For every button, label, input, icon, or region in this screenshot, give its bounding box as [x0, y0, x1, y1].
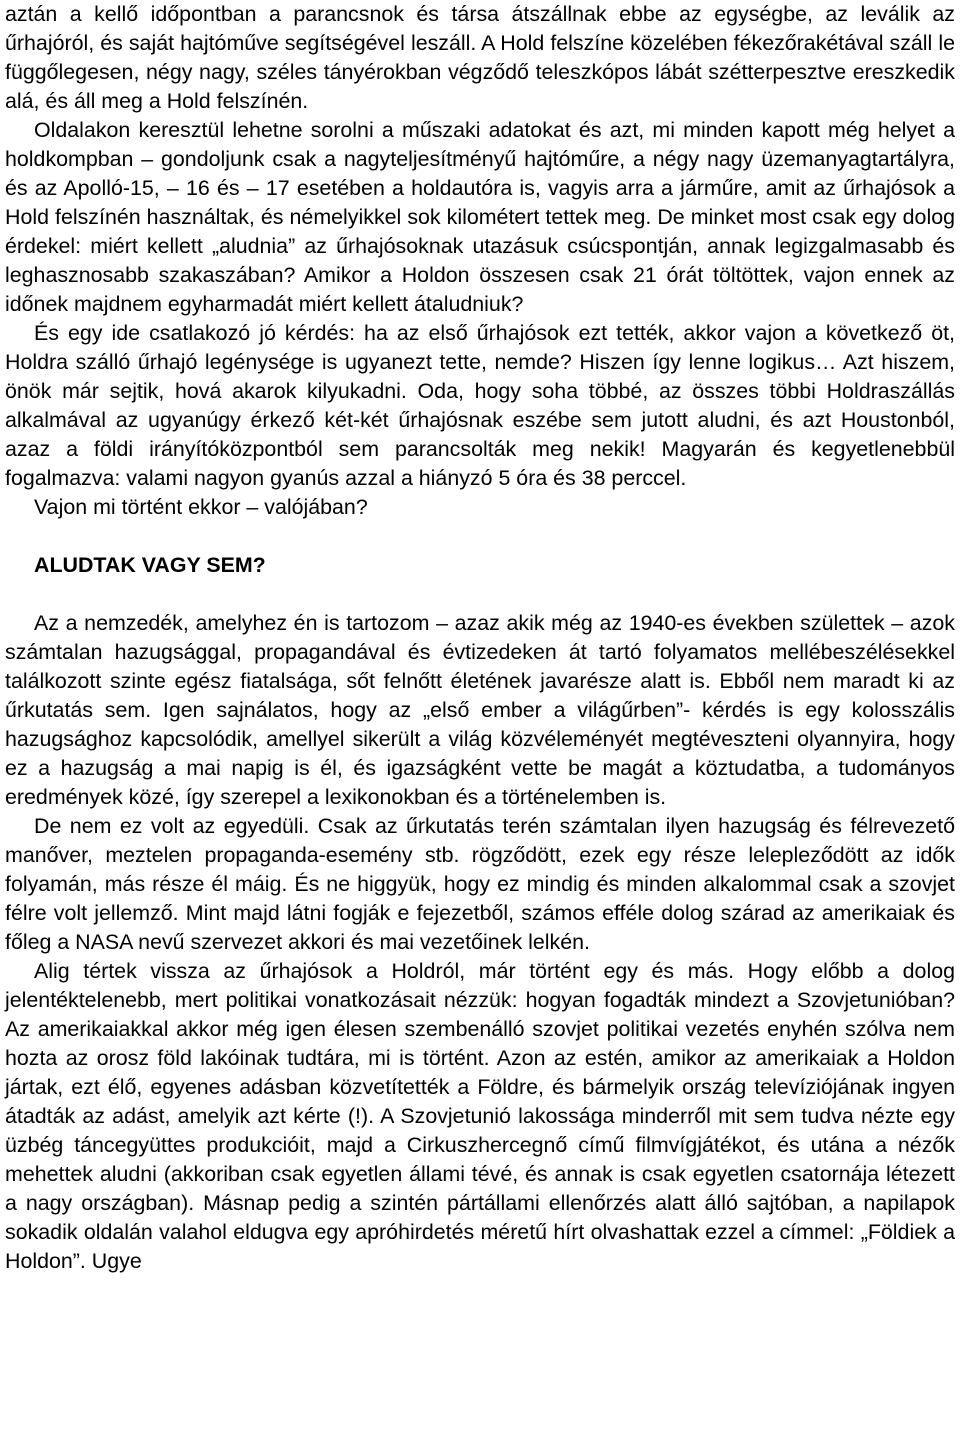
document-page	[5, 0, 955, 1276]
paragraph-not-the-only-one: De nem ez volt az egyedüli. Csak az űrkutatás terén számtalan ilyen hazugság és félrevezető manőver, meztelen propaganda-esemény stb. rögződött, ezek egy része lelepleződött az idők folyamán, más része él máig. És ne higgyük, hogy ez mindig és minden alkalommal csak a szovjet félre volt jellemző. Mint majd látni fogják e fejezetből, számos efféle dolog szárad az amerikaiak és főleg a NASA nevű szervezet akkori és mai vezetőinek lelkén.	[5, 814, 955, 954]
paragraph-generation-lies: Az a nemzedék, amelyhez én is tartozom – azaz akik még az 1940-es években születtek – azok számtalan hazugsággal, propagandával és évtizedeken át tartó folyamatos mellébeszélésekkel találkozott szinte egész fiatalsága, sőt felnőtt életének javarésze alatt is. Ebből nem maradt ki az űrkutatás sem. Igen sajnálatos, hogy az „első ember a világűrben”- kérdés is egy kolosszális hazugsághoz kapcsolódik, amellyel sikerült a világ közvéleményét megtéveszteni olyannyira, hogy ez a hazugság a mai napig is él, és igazságként vette be magát a köztudatba, a tudományos eredmények közé, így szerepel a lexikonokban és a történelemben is.	[5, 611, 955, 809]
paragraph-lunar-module-landing: aztán a kellő időpontban a parancsnok és társa átszállnak ebbe az egységbe, az leválik az űrhajóról, és saját hajtóműve segítségével leszáll. A Hold felszíne közelében fékezőrakétával száll le függőlegesen, négy nagy, széles tányérokban végződő teleszkópos lábát szétterpesztve ereszkedik alá, és áll meg a Hold felszínén.	[5, 2, 955, 113]
paragraph-follow-up-question: És egy ide csatlakozó jó kérdés: ha az első űrhajósok ezt tették, akkor vajon a következő öt, Holdra szálló űrhajó legénysége is ugyanezt tette, nemde? Hiszen így lenne logikus… Azt hiszem, önök már sejtik, hová akarok kilyukadni. Oda, hogy soha többé, az összes többi Holdraszállás alkalmával az ugyanúgy érkező két-két űrhajósnak eszébe sem jutott aludni, és azt Houstonból, azaz a földi irányítóközpontból sem parancsolták meg nekik! Magyarán és kegyetlenebbül fogalmazva: valami nagyon gyanús azzal a hiányzó 5 óra és 38 perccel.	[5, 321, 955, 490]
paragraph-soviet-reception: Alig tértek vissza az űrhajósok a Holdról, már történt egy és más. Hogy előbb a dolog jelentéktelenebb, mert politikai vonatkozásait nézzük: hogyan fogadták mindezt a Szovjetunióban? Az amerikaiakkal akkor még igen élesen szembenálló szovjet politikai vezetés enyhén szólva nem hozta az orosz föld lakóinak tudtára, mi is történt. Azon az estén, amikor az amerikaiak a Holdon jártak, ezt élő, egyenes adásban közvetítették a Földre, és bármelyik ország televíziójának ingyen átadták az adást, amelyik azt kérte (!). A Szovjetunió lakossága minderről mit sem tudva nézte egy üzbég táncegyüttes produkcióit, majd a Cirkuszhercegnő című filmvígjátékot, és utána a nézők mehettek aludni (akkoriban csak egyetlen állami tévé, és annak is csak egyetlen csatornája létezett a nagy országban). Másnap pedig a szintén pártállami ellenőrzés alatt álló sajtóban, a napilapok sokadik oldalán valahol eldugva egy apróhirdetés méretű hírt olvashattak ezzel a címmel: „Földiek a Holdon”. Ugye	[5, 959, 955, 1273]
paragraph-what-happened: Vajon mi történt ekkor – valójában?	[34, 495, 368, 519]
section-heading: ALUDTAK VAGY SEM?	[34, 553, 266, 577]
blank-line	[5, 522, 955, 551]
paragraph-technical-data: Oldalakon keresztül lehetne sorolni a műszaki adatokat és azt, mi minden kapott még helyet a holdkompban – gondoljunk csak a nagyteljesítményű hajtóműre, a négy nagy üzemanyagtartályra, és az Apolló-15, – 16 és – 17 esetében a holdautóra is, vagyis arra a járműre, amit az űrhajósok a Hold felszínén használtak, és némelyikkel sok kilométert tettek meg. De minket most csak egy dolog érdekel: miért kellett „aludnia” az űrhajósoknak utazásuk csúcspontján, annak legizgalmasabb és leghasznosabb szakaszában? Amikor a Holdon összesen csak 21 órát töltöttek, vajon ennek az időnek majdnem egyharmadát miért kellett átaludniuk?	[5, 118, 955, 316]
blank-line	[5, 580, 955, 609]
